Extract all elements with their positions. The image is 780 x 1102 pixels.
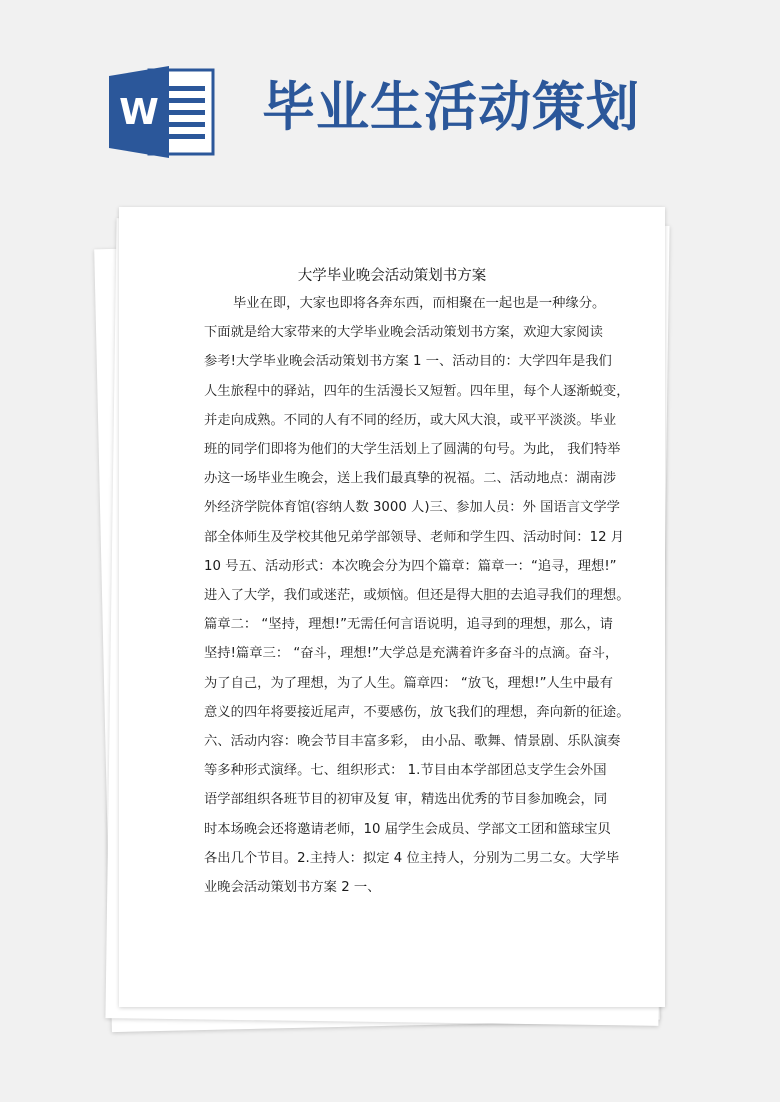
- body-line: 等多种形式演绎。七、组织形式： 1.节目由本学部团总支学生会外国: [204, 763, 607, 779]
- body-line: 意义的四年将要接近尾声，不要感伤，放飞我们的理想，奔向新的征途。: [204, 704, 630, 720]
- body-line: 人生旅程中的驿站，四年的生活漫长又短暂。四年里，每个人逐渐蜕变，: [204, 383, 630, 399]
- body-line: 六、活动内容：晚会节目丰富多彩， 由小品、歌舞、情景剧、乐队演奏: [204, 734, 621, 750]
- body-line: 语学部组织各班节目的初审及复 审，精选出优秀的节目参加晚会，同: [204, 792, 608, 808]
- word-document-icon: [109, 66, 217, 158]
- body-line: 各出几个节目。2.主持人：拟定 4 位主持人，分别为二男二女。大学毕: [204, 850, 620, 866]
- body-line: 外经济学院体育馆(容纳人数 3000 人)三、参加人员：外 国语言文学学: [204, 500, 620, 516]
- header: [0, 0, 780, 190]
- body-line: 办这一场毕业生晚会，送上我们最真挚的祝福。二、活动地点：湖南涉: [204, 471, 617, 487]
- body-line: 参考!大学毕业晚会活动策划书方案 1 一、活动目的：大学四年是我们: [204, 354, 612, 370]
- body-line: 并走向成熟。不同的人有不同的经历，或大风大浪，或平平淡淡。毕业: [204, 412, 617, 428]
- body-line: 进入了大学，我们或迷茫，或烦恼。但还是得大胆的去追寻我们的理想。: [204, 588, 630, 604]
- body-line: 坚持!篇章三： “奋斗，理想!”大学总是充满着许多奋斗的点滴。奋斗，: [204, 646, 619, 662]
- body-line: 部全体师生及学校其他兄弟学部领导、老师和学生四、活动时间：12 月: [204, 529, 625, 545]
- svg-text:W: W: [119, 92, 159, 133]
- page-title: 毕业生活动策划: [262, 76, 640, 138]
- body-line: 班的同学们即将为他们的大学生活划上了圆满的句号。为此， 我们特举: [204, 442, 621, 458]
- body-line: 业晚会活动策划书方案 2 一、: [204, 880, 381, 896]
- body-line: 篇章二： “坚持，理想!”无需任何言语说明，追寻到的理想，那么，请: [204, 617, 613, 633]
- body-line: 时本场晚会还将邀请老师，10 届学生会成员、学部文工团和篮球宝贝: [204, 821, 611, 837]
- body-line: 下面就是给大家带来的大学毕业晚会活动策划书方案，欢迎大家阅读: [204, 325, 603, 341]
- body-line: 10 号五、活动形式：本次晚会分为四个篇章：篇章一：“追寻，理想!”: [204, 558, 617, 574]
- document-page: [119, 207, 665, 1007]
- body-line: 毕业在即，大家也即将各奔东西，而相聚在一起也是一种缘分。: [233, 296, 606, 311]
- document-title: 大学毕业晚会活动策划书方案: [297, 268, 487, 284]
- body-line: 为了自己，为了理想，为了人生。篇章四： “放飞，理想!”人生中最有: [204, 675, 613, 691]
- document-body: [204, 289, 650, 902]
